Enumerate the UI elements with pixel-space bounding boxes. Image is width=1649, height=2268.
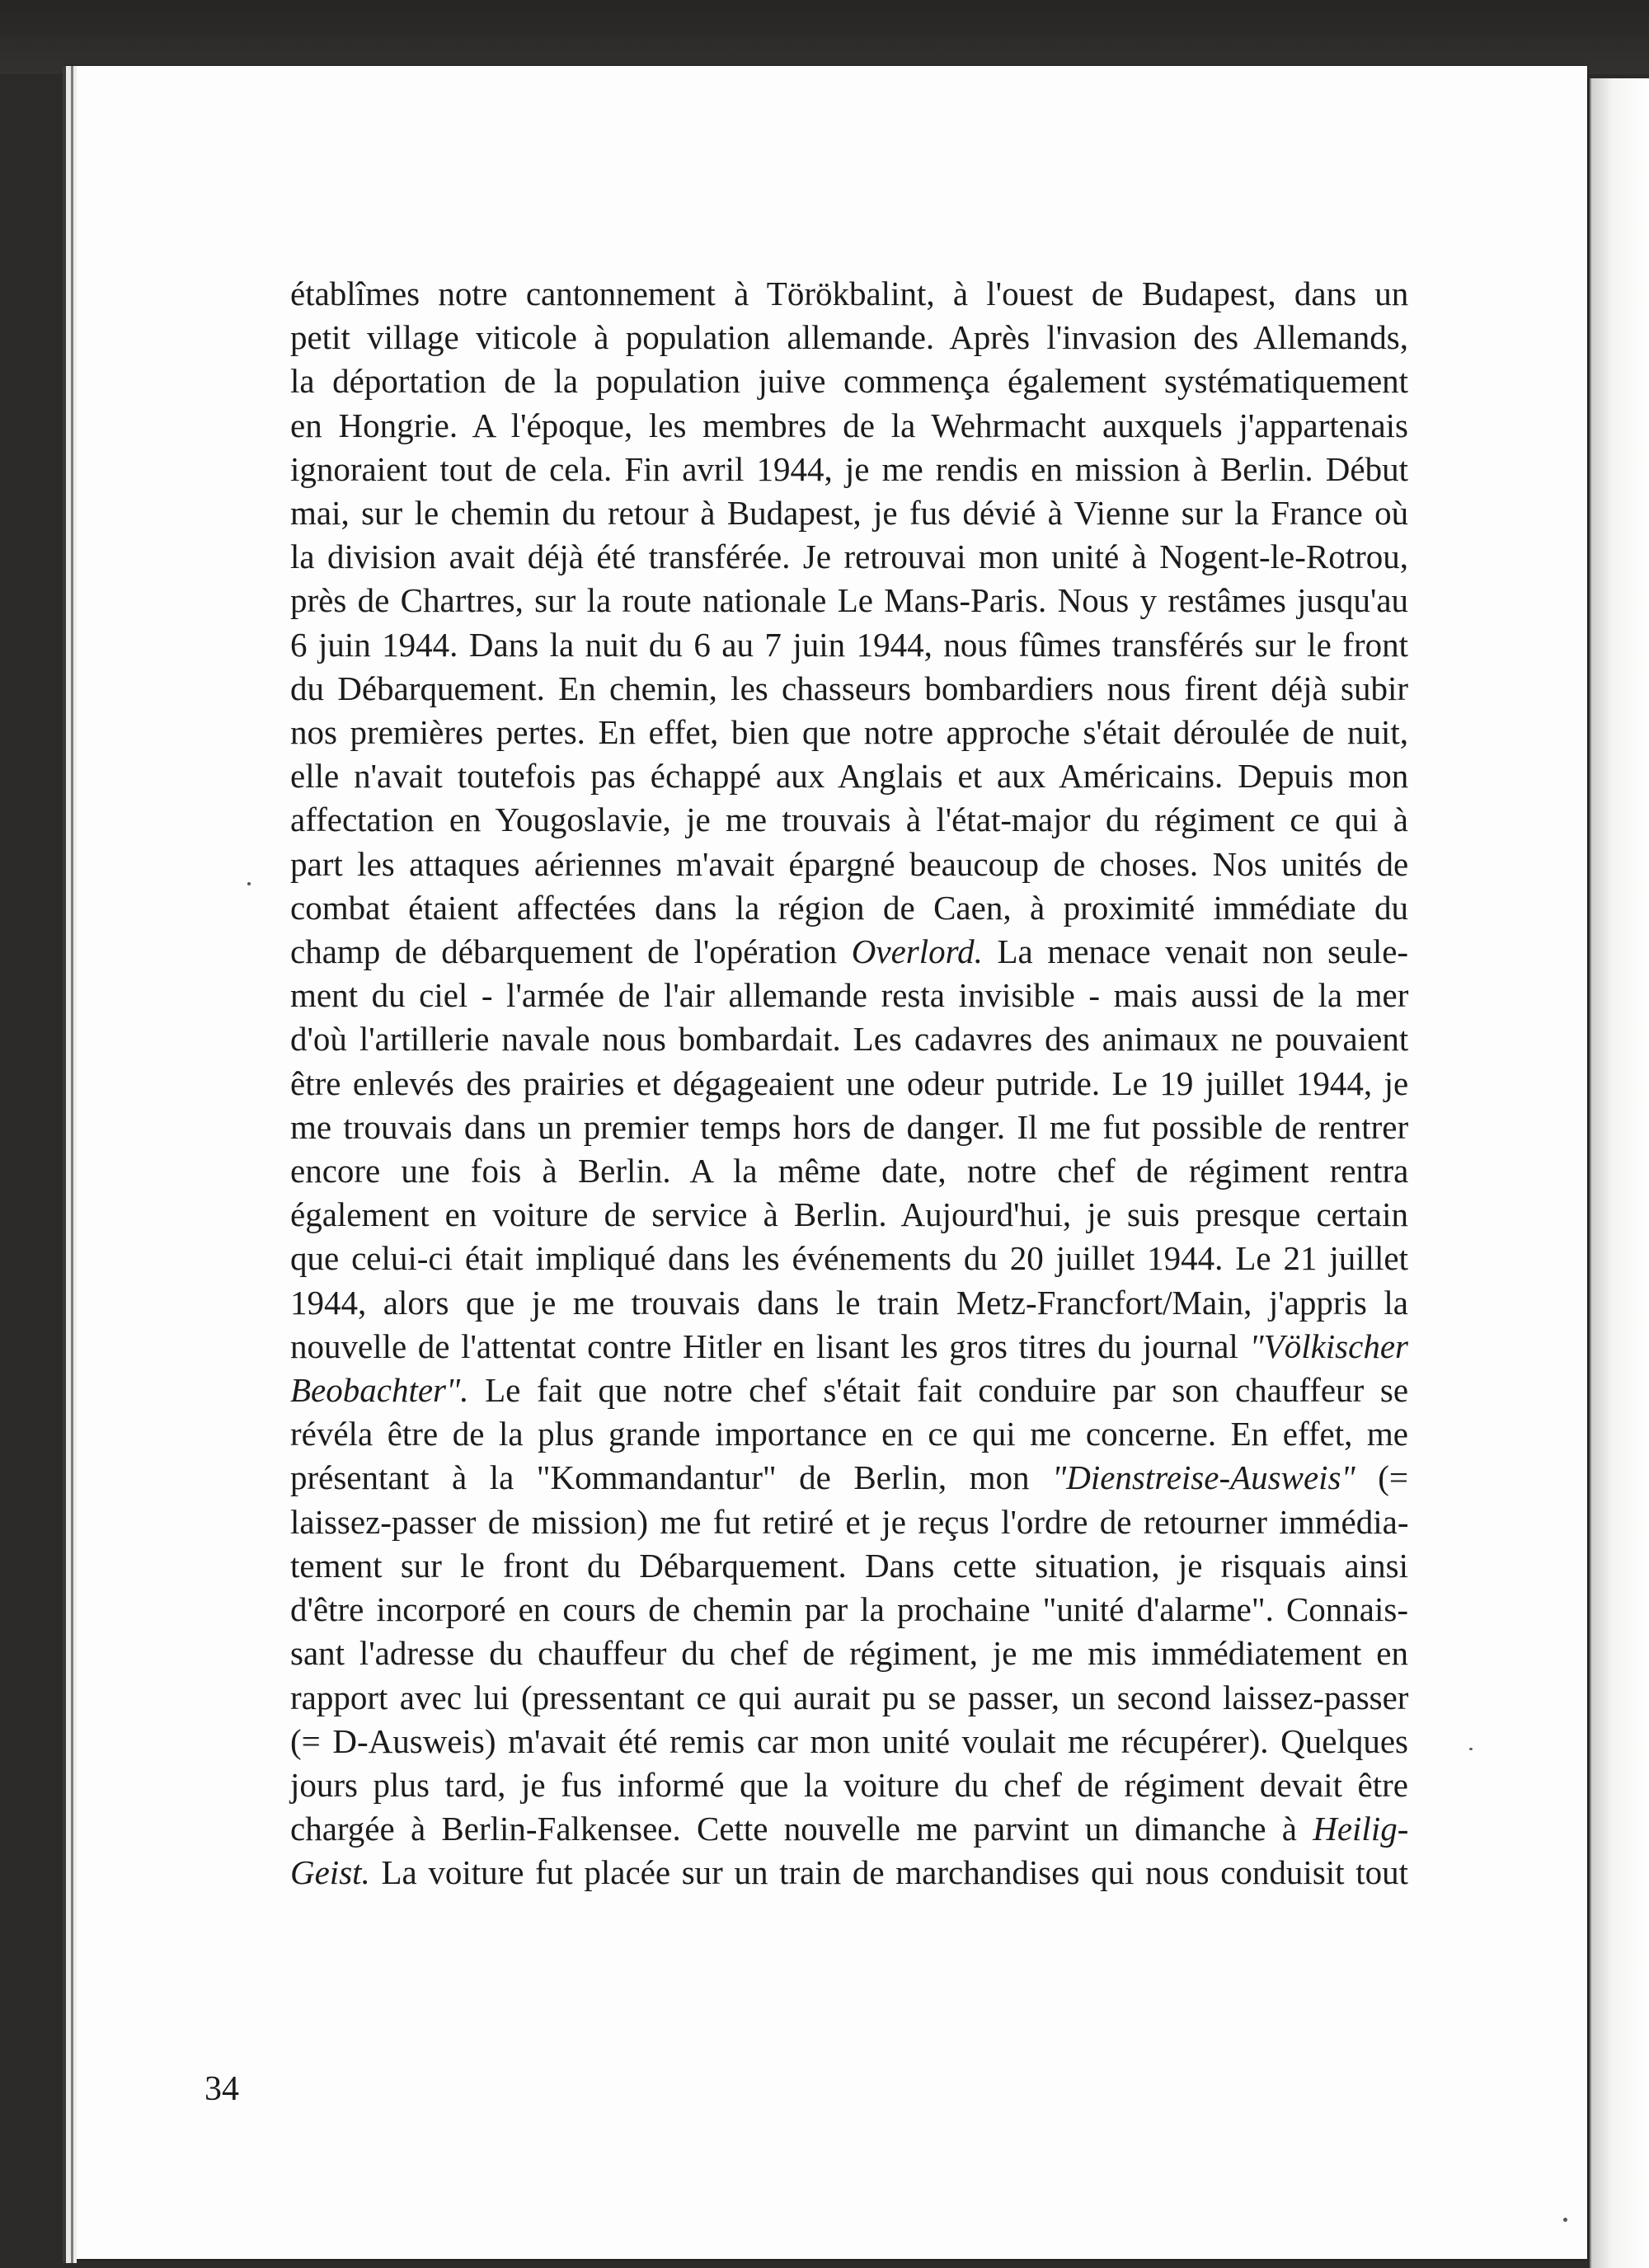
text-line: en Hongrie. A l'époque, les membres de la Wehrmacht auxquels j'appartenais	[290, 406, 1408, 444]
text-line: jours plus tard, je fus informé que la voiture du chef de régiment devait être	[290, 1765, 1408, 1804]
text-line: 1944, alors que je me trouvais dans le train Metz-Francfort/Main, j'appris la	[290, 1283, 1408, 1322]
adjacent-page-edge	[1590, 78, 1649, 2268]
text-line: du Débarquement. En chemin, les chasseurs bombardiers nous firent déjà subir	[290, 669, 1408, 707]
text-line: révéla être de la plus grande importance en ce qui me concerne. En effet, me	[290, 1415, 1408, 1453]
text-line: me trouvais dans un premier temps hors de danger. Il me fut possible de rentrer	[290, 1107, 1409, 1146]
text-line	[290, 1325, 1408, 1369]
text-line: établîmes notre cantonnement à Törökbalint, à l'ouest de Budapest, dans un	[290, 275, 1409, 312]
text-line: d'où l'artillerie navale nous bombardait. Les cadavres des animaux ne pouvaient	[290, 1020, 1409, 1059]
text-line: combat étaient affectées dans la région de Caen, à proximité immédiate du	[290, 888, 1408, 927]
text-line: elle n'avait toutefois pas échappé aux Anglais et aux Américains. Depuis mon	[290, 757, 1409, 796]
page-number: 34	[204, 2070, 239, 2108]
text-line: mai, sur le chemin du retour à Budapest, je fus dévié à Vienne sur la France où	[290, 494, 1409, 533]
text-line	[290, 1807, 1408, 1851]
scan-background	[0, 0, 1649, 74]
text-line: tement sur le front du Débarquement. Dans cette situation, je risquais ainsi	[290, 1546, 1408, 1585]
italic-place: Heilig-	[1313, 1810, 1409, 1848]
text-segment: (=	[1355, 1458, 1408, 1497]
text-segment: La menace venait non seule-	[982, 932, 1409, 971]
text-line: la déportation de la population juive commença également systématiquement	[290, 362, 1409, 401]
text-line: d'être incorporé en cours de chemin par la prochaine "unité d'alarme". Connais-	[290, 1590, 1408, 1629]
text-line: encore une fois à Berlin. A la même date, notre chef de régiment rentra	[290, 1152, 1409, 1190]
text-line: ment du ciel - l'armée de l'air allemande resta invisible - mais aussi de la mer	[290, 976, 1409, 1015]
text-line	[290, 930, 1408, 974]
text-line	[290, 1456, 1408, 1500]
text-line: nos premières pertes. En effet, bien que notre approche s'était déroulée de nuit,	[290, 713, 1408, 752]
text-line: que celui-ci était impliqué dans les événements du 20 juillet 1944. Le 21 juillet	[290, 1239, 1408, 1278]
text-line: rapport avec lui (pressentant ce qui aurait pu se passer, un second laissez-passer	[290, 1678, 1409, 1716]
text-line: sant l'adresse du chauffeur du chef de régiment, je me mis immédiatement en	[290, 1634, 1408, 1673]
text-line: part les attaques aériennes m'avait épargné beaucoup de choses. Nos unités de	[290, 844, 1409, 883]
text-line: la division avait déjà été transférée. Je retrouvai mon unité à Nogent-le-Rotrou,	[290, 538, 1409, 576]
scan-speck	[1563, 2218, 1567, 2222]
text-line: également en voiture de service à Berlin. Aujourd'hui, je suis presque certain	[290, 1195, 1408, 1234]
italic-title: "Dienstreise-Ausweis"	[1052, 1458, 1355, 1497]
text-segment: La voiture fut placée sur un train de marchandises qui nous conduisit tout	[369, 1853, 1408, 1892]
text-line: affectation en Yougoslavie, je me trouvais à l'état-major du régiment ce qui à	[290, 801, 1409, 839]
text-line: laissez-passer de mission) me fut retiré et je reçus l'ordre de retourner immédia-	[290, 1502, 1409, 1541]
text-line: 6 juin 1944. Dans la nuit du 6 au 7 juin 1944, nous fûmes transférés sur le front	[290, 625, 1408, 664]
text-segment: présentant à la "Kommandantur" de Berlin, mon	[290, 1458, 1052, 1497]
text-line	[290, 1851, 1408, 1895]
italic-title: Overlord.	[851, 932, 983, 971]
text-segment: nouvelle de l'attentat contre Hitler en lisant les gros titres du journal	[290, 1327, 1250, 1365]
scan-speck	[1469, 1748, 1473, 1750]
text-segment: chargée à Berlin-Falkensee. Cette nouvelle me parvint un dimanche à	[290, 1810, 1313, 1848]
body-text	[290, 272, 1408, 1895]
page-binding-edge	[63, 66, 82, 2263]
text-line: (= D-Ausweis) m'avait été remis car mon unité voulait me récupérer). Quelques	[290, 1721, 1408, 1760]
text-segment: champ de débarquement de l'opération	[290, 932, 852, 971]
italic-title: Beobachter".	[290, 1371, 469, 1410]
text-line: près de Chartres, sur la route nationale Le Mans-Paris. Nous y restâmes jusqu'au	[290, 581, 1409, 620]
text-line: ignoraient tout de cela. Fin avril 1944, je me rendis en mission à Berlin. Début	[290, 449, 1408, 488]
text-segment: Le fait que notre chef s'était fait conduire par son chauffeur se	[468, 1371, 1409, 1410]
text-line: petit village viticole à population allemande. Après l'invasion des Allemands,	[290, 318, 1408, 357]
text-line	[290, 1369, 1408, 1412]
italic-title: "Völkischer	[1249, 1327, 1408, 1365]
text-line: être enlevés des prairies et dégageaient une odeur putride. Le 19 juillet 1944, je	[290, 1064, 1409, 1102]
scan-speck	[247, 882, 251, 885]
italic-place: Geist.	[290, 1853, 370, 1892]
